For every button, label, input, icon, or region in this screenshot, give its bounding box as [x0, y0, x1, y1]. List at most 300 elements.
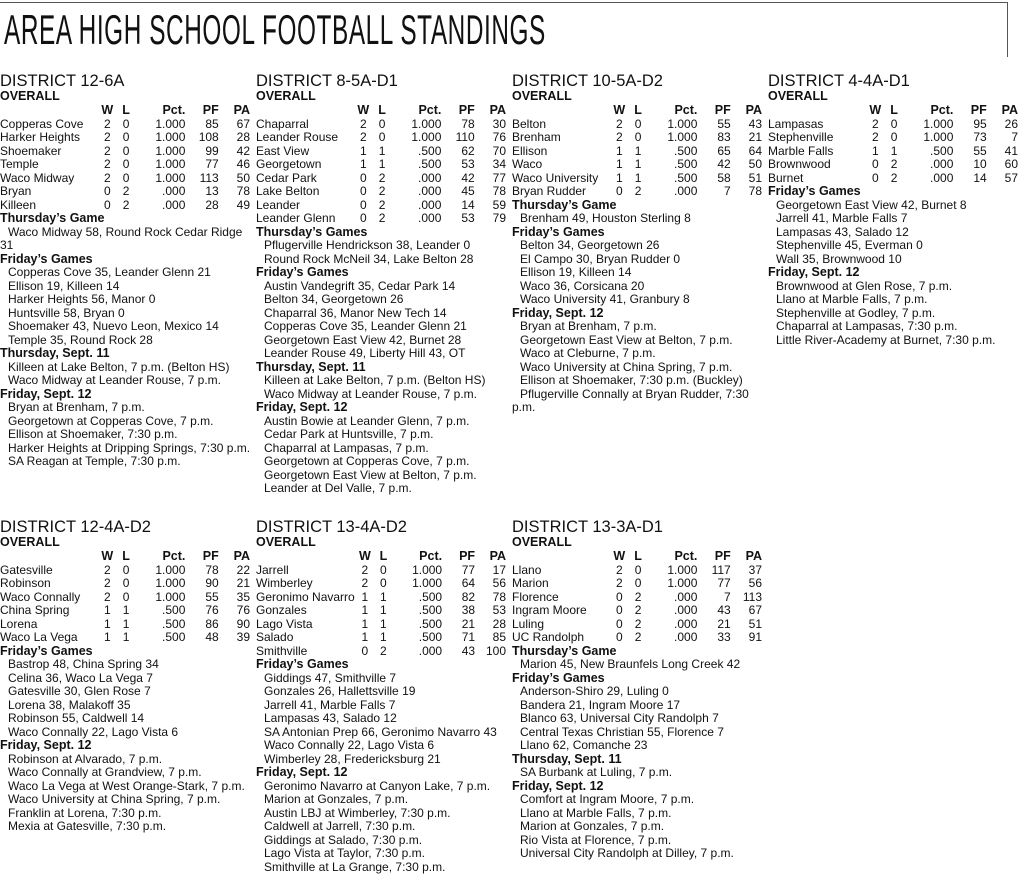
team-pf: 45	[461, 184, 475, 198]
team-pa: 46	[236, 157, 250, 171]
team-l: 1	[380, 603, 387, 617]
team-name: Leander Glenn	[256, 211, 336, 225]
game-line: Bryan at Brenham, 7 p.m.	[8, 400, 145, 414]
standings-row	[512, 591, 762, 605]
team-l: 2	[378, 170, 386, 185]
game-line: Lago Vista at Taylor, 7:30 p.m.	[264, 846, 425, 860]
game-line: Giddings at Salado, 7:30 p.m.	[264, 832, 423, 847]
team-pa: 21	[236, 576, 250, 590]
game-line: Pflugerville Hendrickson 38, Leander 0	[264, 238, 471, 252]
team-pct: 1.000	[155, 562, 186, 577]
team-pf: 73	[973, 130, 987, 144]
team-name: Copperas Cove	[0, 116, 84, 131]
standings-row	[0, 172, 250, 186]
standings-row	[512, 618, 762, 632]
game-line: Harker Heights at Dripping Springs, 7:30 p.m.	[8, 440, 251, 455]
team-pct: 1.000	[155, 589, 186, 604]
team-pa: 76	[492, 130, 506, 144]
schedule-heading: Friday, Sept. 12	[512, 778, 604, 793]
page-title: AREA HIGH SCHOOL FOOTBALL STANDINGS	[4, 6, 546, 53]
game-line: Waco at Cleburne, 7 p.m.	[520, 346, 656, 360]
team-w: 1	[615, 170, 623, 185]
team-pct: .500	[418, 630, 443, 644]
game-line: Little River-Academy at Burnet, 7:30 p.m.	[776, 332, 996, 347]
team-name: Leander Rouse	[256, 130, 339, 144]
team-pct: .000	[930, 170, 954, 185]
top-rule	[0, 2, 1008, 3]
game-line: Universal City Randolph at Dilley, 7 p.m.	[520, 846, 734, 860]
standings-header-row	[512, 550, 762, 564]
game-line: Huntsville 58, Bryan 0	[8, 305, 125, 320]
team-pf: 42	[461, 170, 475, 185]
game-line: Jarrell 41, Marble Falls 7	[264, 697, 396, 712]
team-pf: 14	[461, 197, 475, 212]
game-line: Waco Midway at Leander Rouse, 7 p.m.	[264, 386, 477, 401]
game-line: Georgetown East View 42, Burnet 8	[776, 197, 967, 212]
schedule-heading: Friday’s Games	[256, 657, 349, 671]
team-w: 0	[361, 643, 369, 658]
team-pct: 1.000	[923, 130, 954, 144]
team-w: 2	[103, 562, 111, 577]
game-line: Harker Heights 56, Manor 0	[8, 292, 156, 306]
standings-row	[768, 145, 1018, 159]
team-l: 0	[122, 589, 130, 604]
w-column-header: W	[613, 103, 626, 117]
team-name: Lago Vista	[256, 616, 313, 631]
game-line: Waco Connally at Grandview, 7 p.m.	[8, 765, 202, 779]
game-line: Waco Midway at Leander Rouse, 7 p.m.	[8, 373, 221, 387]
team-pct: .500	[930, 143, 954, 158]
team-name: Lorena	[0, 616, 38, 631]
team-name: Harker Heights	[0, 130, 81, 144]
game-line: Blanco 63, Universal City Randolph 7	[520, 711, 719, 725]
team-pf: 71	[461, 630, 476, 644]
team-pct: .000	[418, 211, 442, 225]
team-pf: 38	[461, 603, 476, 617]
team-pct: .500	[162, 616, 186, 631]
standings-row	[256, 618, 506, 632]
pct-column-header: Pct.	[674, 549, 698, 563]
team-pct: 1.000	[411, 116, 442, 131]
team-pa: 42	[236, 143, 250, 158]
schedule-heading: Thursday, Sept. 11	[256, 359, 366, 374]
schedule-heading: Thursday’s Game	[512, 197, 617, 212]
schedule-heading: Friday’s Games	[0, 643, 93, 658]
game-line: Bandera 21, Ingram Moore 17	[520, 697, 681, 712]
l-column-header: L	[634, 549, 642, 563]
team-name: Smithville	[256, 643, 308, 658]
district-10-5a-d2	[512, 72, 764, 415]
w-column-header: W	[869, 103, 882, 117]
overall-label: OVERALL	[256, 89, 316, 103]
team-w: 2	[103, 576, 111, 590]
standings-row	[512, 131, 762, 145]
team-name: Ellison	[512, 143, 548, 158]
game-line: SA Reagan at Temple, 7:30 p.m.	[8, 454, 181, 468]
team-pa: 100	[485, 643, 506, 658]
game-line: Anderson-Shiro 29, Luling 0	[520, 684, 669, 698]
game-line: Chaparral 36, Manor New Tech 14	[264, 305, 447, 320]
team-pct: .500	[162, 630, 186, 644]
game-line: Shoemaker 43, Nuevo Leon, Mexico 14	[8, 319, 219, 333]
schedule-heading: Friday, Sept. 12	[256, 765, 348, 779]
team-pf: 110	[455, 130, 475, 144]
team-l: 2	[634, 184, 642, 198]
game-line: Celina 36, Waco La Vega 7	[8, 670, 153, 685]
pa-column-header: PA	[745, 549, 762, 563]
team-pf: 58	[717, 170, 731, 185]
team-pa: 113	[742, 589, 762, 604]
team-pct: 1.000	[412, 562, 443, 577]
schedule-heading: Thursday, Sept. 11	[0, 346, 110, 360]
team-w: 2	[103, 143, 111, 158]
schedule-heading: Thursday’s Game	[512, 643, 617, 658]
pa-column-header: PA	[1001, 103, 1018, 117]
team-name: Brownwood	[768, 157, 831, 171]
game-line: SA Antonian Prep 66, Geronimo Navarro 43	[264, 724, 497, 739]
team-name: Shoemaker	[0, 143, 62, 158]
standings-row	[768, 131, 1018, 145]
standings-row	[0, 199, 250, 213]
team-w: 1	[103, 603, 111, 617]
team-pf: 28	[205, 197, 219, 212]
team-column-header	[256, 104, 356, 118]
standings-row	[256, 158, 506, 172]
team-column-header	[0, 550, 100, 564]
standings-row	[512, 172, 762, 186]
standings-row	[512, 145, 762, 159]
team-l: 2	[634, 630, 642, 644]
standings-row	[256, 645, 506, 659]
schedule-heading: Friday, Sept. 12	[0, 738, 92, 752]
team-l: 2	[634, 616, 642, 631]
team-pf: 55	[205, 589, 219, 604]
team-column-header	[0, 104, 100, 118]
team-w: 1	[361, 616, 369, 631]
right-rule	[1007, 2, 1008, 57]
team-pct: 1.000	[667, 562, 698, 577]
district-name: DISTRICT 4-4A-D1	[768, 72, 910, 90]
game-line: Georgetown at Copperas Cove, 7 p.m.	[8, 413, 214, 428]
team-pct: .000	[418, 643, 443, 658]
team-pa: 34	[492, 157, 506, 171]
standings-row	[0, 131, 250, 145]
team-name: Luling	[512, 616, 545, 631]
team-pct: .000	[674, 184, 698, 198]
team-pf: 83	[717, 130, 731, 144]
standings-row	[0, 118, 250, 132]
game-line: Brenham 49, Houston Sterling 8	[520, 211, 691, 225]
team-w: 2	[103, 130, 111, 144]
standings-row	[512, 158, 762, 172]
team-pct: 1.000	[923, 116, 954, 131]
game-line: Georgetown East View at Belton, 7 p.m.	[520, 332, 733, 347]
team-name: Wimberley	[256, 576, 313, 590]
game-line: Llano at Marble Falls, 7 p.m.	[520, 805, 672, 820]
schedule-heading: Friday’s Games	[256, 265, 349, 279]
team-w: 2	[615, 130, 623, 144]
team-l: 2	[634, 603, 642, 617]
team-pf: 82	[461, 589, 476, 604]
team-pa: 21	[748, 130, 762, 144]
pf-column-header: PF	[458, 103, 475, 117]
game-line: Brownwood at Glen Rose, 7 p.m.	[776, 278, 953, 293]
team-pa: 49	[236, 197, 250, 212]
standings-row	[0, 631, 250, 645]
team-pa: 41	[1004, 143, 1018, 158]
team-pf: 55	[973, 143, 987, 158]
team-name: Killeen	[0, 197, 37, 212]
team-l: 0	[122, 170, 130, 185]
team-w: 1	[615, 143, 623, 158]
district-12-6a	[0, 72, 252, 469]
team-name: Burnet	[768, 170, 804, 185]
team-pf: 53	[461, 211, 475, 225]
overall-label: OVERALL	[256, 535, 316, 549]
team-pf: 14	[973, 170, 987, 185]
pct-column-header: Pct.	[674, 103, 698, 117]
team-pa: 17	[492, 562, 506, 577]
team-name: Jarrell	[256, 562, 289, 577]
overall-label: OVERALL	[512, 535, 572, 549]
game-line: Llano at Marble Falls, 7 p.m.	[776, 292, 928, 306]
team-w: 2	[615, 576, 623, 590]
district-13-3a-d1	[512, 518, 764, 861]
team-pf: 77	[717, 576, 731, 590]
team-pf: 55	[717, 116, 731, 131]
standings-row	[256, 577, 506, 591]
team-name: Marble Falls	[768, 143, 834, 158]
game-line: Caldwell at Jarrell, 7:30 p.m.	[264, 819, 416, 833]
game-line: Bryan at Brenham, 7 p.m.	[520, 319, 657, 333]
team-column-header	[256, 550, 358, 564]
l-column-header: L	[122, 549, 130, 563]
team-l: 0	[890, 116, 898, 131]
team-column-header	[512, 104, 612, 118]
team-pf: 90	[205, 576, 219, 590]
team-name: Cedar Park	[256, 170, 317, 185]
team-w: 0	[359, 184, 367, 198]
standings-row	[768, 172, 1018, 186]
standings-row	[256, 131, 506, 145]
team-column-header	[512, 550, 612, 564]
overall-label: OVERALL	[512, 89, 572, 103]
team-l: 2	[378, 184, 386, 198]
standings-row	[0, 591, 250, 605]
team-pct: .000	[162, 184, 186, 198]
team-pf: 48	[205, 630, 219, 644]
schedule-heading: Friday’s Games	[512, 224, 605, 239]
team-l: 1	[380, 630, 387, 644]
standings-row	[256, 591, 506, 605]
game-line: Stephenville 45, Everman 0	[776, 238, 923, 252]
team-w: 1	[871, 143, 879, 158]
standings-header-row	[0, 104, 250, 118]
game-line: Stephenville at Godley, 7 p.m.	[776, 305, 936, 320]
team-l: 0	[122, 157, 130, 171]
game-line: Georgetown East View at Belton, 7 p.m.	[264, 467, 477, 482]
standings-row	[256, 212, 506, 226]
standings-row	[0, 158, 250, 172]
team-l: 0	[634, 130, 642, 144]
team-pa: 85	[492, 630, 506, 644]
team-pa: 28	[492, 616, 506, 631]
team-name: Georgetown	[256, 157, 322, 171]
team-pa: 28	[236, 130, 250, 144]
team-pa: 37	[748, 562, 762, 577]
game-line: Waco University 41, Granbury 8	[520, 292, 690, 306]
team-name: Temple	[0, 157, 39, 171]
game-line: Robinson at Alvarado, 7 p.m.	[8, 751, 163, 766]
game-line: Wimberley 28, Fredericksburg 21	[264, 751, 441, 766]
team-name: Lake Belton	[256, 184, 320, 198]
game-line: Gonzales 26, Hallettsville 19	[264, 684, 416, 698]
team-w: 0	[615, 630, 623, 644]
team-w: 1	[103, 630, 111, 644]
team-w: 0	[871, 157, 879, 171]
team-pf: 108	[198, 130, 219, 144]
district-name: DISTRICT 13-3A-D1	[512, 518, 663, 536]
team-name: Belton	[512, 116, 547, 131]
team-name: Bryan Rudder	[512, 184, 587, 198]
standings-row	[256, 199, 506, 213]
team-pa: 79	[492, 211, 506, 225]
team-pa: 7	[1011, 130, 1018, 144]
game-line: Giddings 47, Smithville 7	[264, 670, 397, 685]
team-name: Llano	[512, 562, 542, 577]
team-column-header	[768, 104, 868, 118]
team-pf: 21	[717, 616, 731, 631]
game-line: Round Rock McNeil 34, Lake Belton 28	[264, 251, 474, 266]
team-w: 2	[361, 562, 369, 577]
team-pct: .000	[674, 603, 698, 617]
team-w: 2	[103, 589, 111, 604]
team-pct: .500	[418, 603, 443, 617]
team-l: 1	[634, 143, 642, 158]
team-pct: .500	[418, 616, 443, 631]
team-pct: 1.000	[155, 130, 186, 144]
standings-row	[0, 564, 250, 578]
team-pa: 56	[492, 576, 506, 590]
team-w: 1	[359, 157, 367, 171]
district-13-4a-d2	[256, 518, 508, 874]
team-pct: .500	[418, 157, 442, 171]
w-column-header: W	[357, 103, 370, 117]
standings-header-row	[0, 550, 250, 564]
team-pa: 67	[236, 116, 250, 131]
team-pf: 21	[461, 616, 476, 631]
team-pf: 78	[461, 116, 475, 131]
pct-column-header: Pct.	[162, 549, 186, 563]
game-line: Robinson 55, Caldwell 14	[8, 711, 145, 725]
l-column-header: L	[634, 103, 642, 117]
l-column-header: L	[890, 103, 898, 117]
schedule-heading: Friday, Sept. 12	[0, 386, 92, 401]
team-pa: 67	[748, 603, 762, 617]
team-w: 2	[103, 157, 111, 171]
team-l: 1	[634, 157, 642, 171]
standings-table	[768, 104, 1018, 185]
game-line: Wall 35, Brownwood 10	[776, 251, 902, 266]
team-name: Gonzales	[256, 603, 307, 617]
team-pf: 76	[205, 603, 219, 617]
district-12-4a-d2	[0, 518, 252, 834]
team-name: Florence	[512, 589, 559, 604]
team-l: 0	[634, 562, 642, 577]
team-l: 0	[890, 130, 898, 144]
team-w: 1	[361, 630, 369, 644]
team-w: 1	[359, 143, 367, 158]
w-column-header: W	[613, 549, 626, 563]
team-l: 0	[122, 130, 130, 144]
team-pa: 70	[492, 143, 506, 158]
team-w: 0	[615, 603, 623, 617]
schedule-heading: Thursday’s Game	[0, 211, 105, 225]
standings-row	[512, 118, 762, 132]
team-pa: 43	[748, 116, 762, 131]
team-name: UC Randolph	[512, 630, 585, 644]
team-name: Waco	[512, 157, 543, 171]
team-pct: .500	[674, 170, 698, 185]
team-pa: 39	[236, 630, 250, 644]
standings-row	[0, 604, 250, 618]
game-line: Geronimo Navarro at Canyon Lake, 7 p.m.	[264, 778, 491, 793]
standings-row	[512, 185, 762, 199]
team-w: 1	[103, 616, 111, 631]
team-name: Lampasas	[768, 116, 824, 131]
team-pf: 10	[973, 157, 987, 171]
team-pa: 64	[748, 143, 762, 158]
standings-row	[256, 185, 506, 199]
schedule-heading: Thursday’s Games	[256, 224, 368, 239]
standings-header-row	[256, 104, 506, 118]
game-line: Chaparral at Lampasas, 7:30 p.m.	[776, 319, 958, 333]
team-pa: 78	[748, 184, 762, 198]
standings-row	[0, 577, 250, 591]
l-column-header: L	[122, 103, 130, 117]
standings-row	[512, 577, 762, 591]
team-w: 0	[871, 170, 879, 185]
team-w: 0	[103, 184, 111, 198]
team-name: China Spring	[0, 603, 70, 617]
pa-column-header: PA	[489, 103, 506, 117]
team-pf: 77	[205, 157, 219, 171]
team-name: East View	[256, 143, 310, 158]
game-line: Austin LBJ at Wimberley, 7:30 p.m.	[264, 805, 451, 820]
team-l: 2	[634, 589, 642, 604]
team-w: 1	[361, 589, 369, 604]
game-line: Leander Rouse 49, Liberty Hill 43, OT	[264, 346, 466, 360]
team-l: 2	[122, 184, 130, 198]
pf-column-header: PF	[202, 549, 219, 563]
team-l: 0	[122, 576, 130, 590]
team-pa: 51	[748, 616, 762, 631]
team-w: 2	[359, 116, 367, 131]
game-line: Waco Midway 58, Round Rock Cedar Ridge 31	[0, 224, 243, 252]
game-line: Waco University at China Spring, 7 p.m.	[8, 792, 221, 806]
team-pf: 113	[199, 170, 219, 185]
team-pa: 78	[492, 589, 506, 604]
l-column-header: L	[379, 549, 388, 563]
schedule-heading: Friday, Sept. 12	[256, 400, 348, 414]
team-name: Waco La Vega	[0, 630, 78, 644]
game-line: Ellison 19, Killeen 14	[520, 265, 632, 279]
game-line: Gatesville 30, Glen Rose 7	[8, 684, 151, 698]
standings-header-row	[512, 104, 762, 118]
team-pct: .000	[674, 616, 698, 631]
team-pct: .000	[418, 197, 442, 212]
team-name: Brenham	[512, 130, 561, 144]
